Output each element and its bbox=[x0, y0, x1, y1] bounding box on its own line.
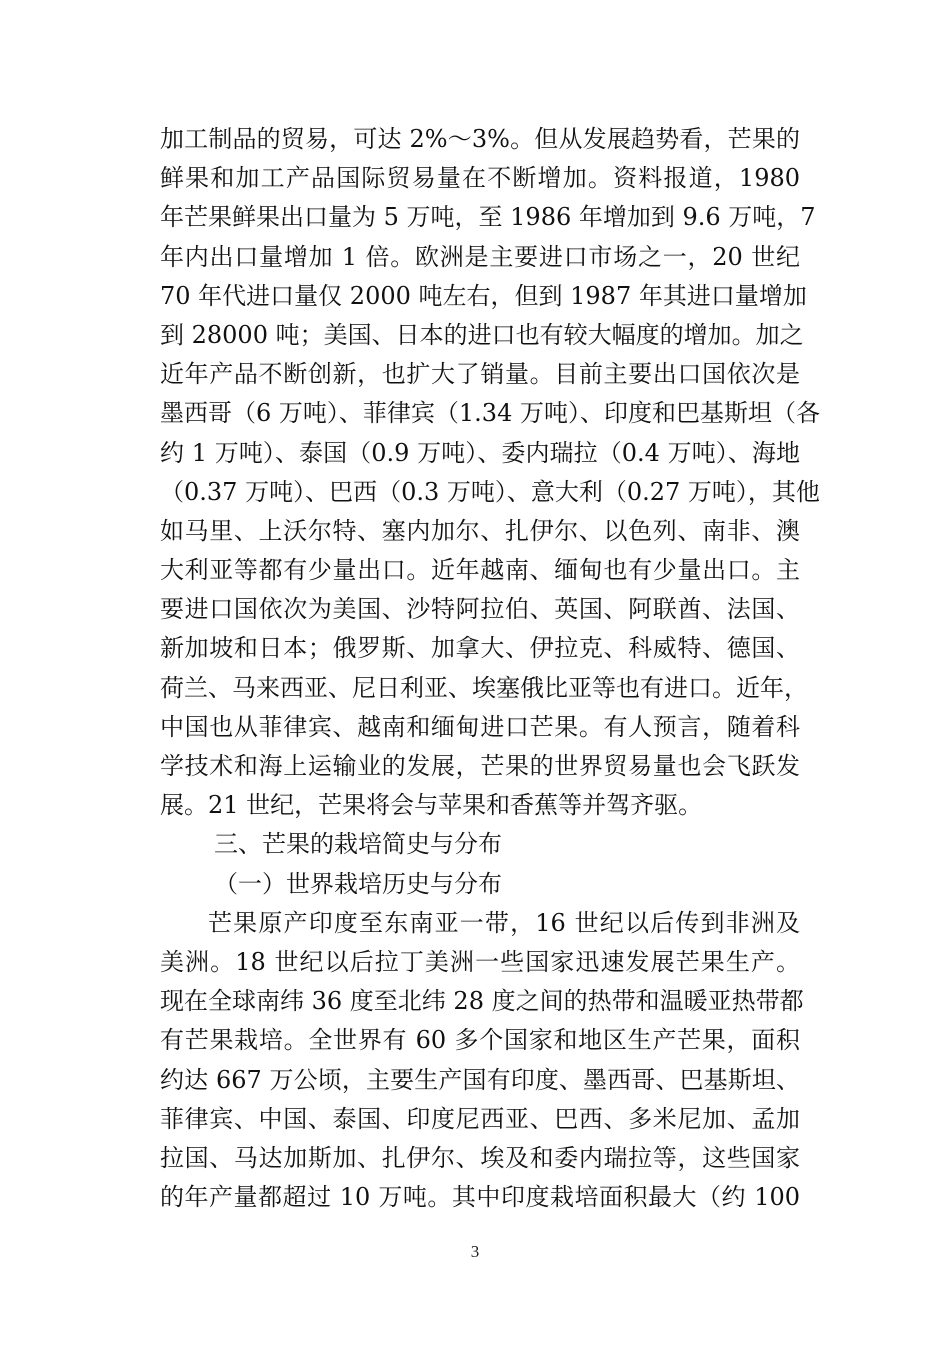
text-line: 菲律宾、中国、泰国、印度尼西亚、巴西、多米尼加、孟加 bbox=[160, 1104, 800, 1133]
text-line: 近年产品不断创新，也扩大了销量。目前主要出口国依次是 bbox=[160, 360, 800, 389]
text-line: 新加坡和日本；俄罗斯、加拿大、伊拉克、科威特、德国、 bbox=[160, 634, 800, 663]
text-line: 年芒果鲜果出口量为 5 万吨，至 1986 年增加到 9.6 万吨，7 bbox=[160, 203, 816, 232]
text-line: 约达 667 万公顷，主要生产国有印度、墨西哥、巴基斯坦、 bbox=[160, 1065, 800, 1094]
text-line: 的年产量都超过 10 万吨。其中印度栽培面积最大（约 100 bbox=[160, 1183, 800, 1212]
text-line: 约 1 万吨）、泰国（0.9 万吨）、委内瑞拉（0.4 万吨）、海地 bbox=[160, 438, 800, 467]
text-line: （0.37 万吨）、巴西（0.3 万吨）、意大利（0.27 万吨），其他 bbox=[160, 477, 820, 506]
subsection-heading: （一）世界栽培历史与分布 bbox=[214, 869, 502, 898]
text-line: 展。21 世纪，芒果将会与苹果和香蕉等并驾齐驱。 bbox=[160, 791, 703, 820]
text-line: 年内出口量增加 1 倍。欧洲是主要进口市场之一，20 世纪 bbox=[160, 242, 800, 271]
body-text bbox=[160, 120, 820, 1217]
text-line: 现在全球南纬 36 度至北纬 28 度之间的热带和温暖亚热带都 bbox=[160, 987, 804, 1016]
text-line: 学技术和海上运输业的发展，芒果的世界贸易量也会飞跃发 bbox=[160, 752, 800, 780]
text-line: 美洲。18 世纪以后拉丁美洲一些国家迅速发展芒果生产。 bbox=[160, 947, 800, 976]
text-line: 加工制品的贸易，可达 2%～3%。但从发展趋势看，芒果的 bbox=[160, 125, 800, 153]
text-line: 鲜果和加工产品国际贸易量在不断增加。资料报道，1980 bbox=[160, 164, 800, 193]
paragraph-trade bbox=[160, 120, 820, 825]
text-line: 拉国、马达加斯加、扎伊尔、埃及和委内瑞拉等，这些国家 bbox=[160, 1143, 800, 1172]
text-line: 大利亚等都有少量出口。近年越南、缅甸也有少量出口。主 bbox=[160, 556, 800, 585]
text-line: 要进口国依次为美国、沙特阿拉伯、英国、阿联酋、法国、 bbox=[160, 595, 800, 624]
text-line: 墨西哥（6 万吨）、菲律宾（1.34 万吨）、印度和巴基斯坦（各 bbox=[160, 399, 820, 428]
section-heading: 三、芒果的栽培简史与分布 bbox=[214, 830, 502, 859]
text-line: 中国也从菲律宾、越南和缅甸进口芒果。有人预言，随着科 bbox=[160, 712, 800, 741]
paragraph-history bbox=[160, 904, 804, 1218]
text-line: 到 28000 吨；美国、日本的进口也有较大幅度的增加。加之 bbox=[160, 320, 804, 349]
page-number: 3 bbox=[470, 1242, 480, 1261]
text-line: 荷兰、马来西亚、尼日利亚、埃塞俄比亚等也有进口。近年， bbox=[160, 673, 808, 702]
text-line: 70 年代进口量仅 2000 吨左右，但到 1987 年其进口量增加 bbox=[160, 281, 807, 310]
text-line: 芒果原产印度至东南亚一带，16 世纪以后传到非洲及 bbox=[208, 908, 800, 937]
text-line: 有芒果栽培。全世界有 60 多个国家和地区生产芒果，面积 bbox=[160, 1026, 800, 1055]
text-line: 如马里、上沃尔特、塞内加尔、扎伊尔、以色列、南非、澳 bbox=[160, 516, 800, 545]
